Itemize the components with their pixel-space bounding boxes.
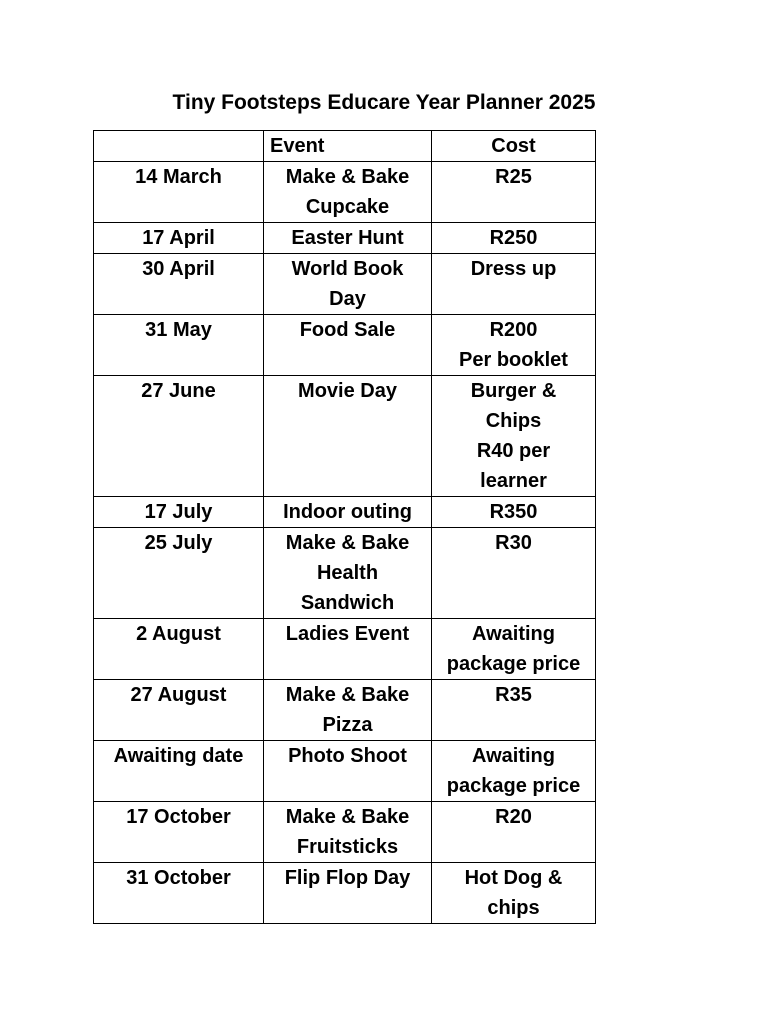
- table-row: [94, 376, 596, 497]
- table-row: [94, 162, 596, 223]
- event-cell: Flip Flop Day: [264, 863, 432, 924]
- date-cell: 27 June: [94, 376, 264, 497]
- table-row: [94, 802, 596, 863]
- date-cell: 17 October: [94, 802, 264, 863]
- cost-cell: R250: [432, 223, 596, 254]
- date-cell: 27 August: [94, 680, 264, 741]
- header-date-cell: [94, 131, 264, 162]
- event-cell: Make & Bake Fruitsticks: [264, 802, 432, 863]
- cost-cell: R25: [432, 162, 596, 223]
- event-cell: Ladies Event: [264, 619, 432, 680]
- cost-cell: R35: [432, 680, 596, 741]
- event-cell: Make & Bake Cupcake: [264, 162, 432, 223]
- header-cost-cell: Cost: [432, 131, 596, 162]
- table-row: [94, 741, 596, 802]
- cost-cell: R20: [432, 802, 596, 863]
- table-row: [94, 680, 596, 741]
- event-cell: Make & Bake Health Sandwich: [264, 528, 432, 619]
- event-cell: Movie Day: [264, 376, 432, 497]
- event-cell: Food Sale: [264, 315, 432, 376]
- cost-cell: Burger & Chips R40 per learner: [432, 376, 596, 497]
- table-row: [94, 254, 596, 315]
- date-cell: 17 July: [94, 497, 264, 528]
- date-cell: Awaiting date: [94, 741, 264, 802]
- date-cell: 30 April: [94, 254, 264, 315]
- table-row: [94, 528, 596, 619]
- date-cell: 31 October: [94, 863, 264, 924]
- cost-cell: R30: [432, 528, 596, 619]
- date-cell: 17 April: [94, 223, 264, 254]
- cost-cell: Awaiting package price: [432, 741, 596, 802]
- event-cell: World Book Day: [264, 254, 432, 315]
- table-row: [94, 223, 596, 254]
- table-header-row: [94, 131, 596, 162]
- cost-cell: Hot Dog & chips: [432, 863, 596, 924]
- cost-cell: R200 Per booklet: [432, 315, 596, 376]
- header-event-cell: Event: [264, 131, 432, 162]
- date-cell: 14 March: [94, 162, 264, 223]
- event-cell: Easter Hunt: [264, 223, 432, 254]
- table-row: [94, 497, 596, 528]
- event-cell: Indoor outing: [264, 497, 432, 528]
- table-row: [94, 619, 596, 680]
- date-cell: 2 August: [94, 619, 264, 680]
- event-cell: Make & Bake Pizza: [264, 680, 432, 741]
- event-cell: Photo Shoot: [264, 741, 432, 802]
- document-title: Tiny Footsteps Educare Year Planner 2025: [172, 91, 596, 114]
- table-row: [94, 315, 596, 376]
- cost-cell: Dress up: [432, 254, 596, 315]
- table-row: [94, 863, 596, 924]
- date-cell: 25 July: [94, 528, 264, 619]
- cost-cell: R350: [432, 497, 596, 528]
- year-planner-table: [93, 130, 596, 924]
- date-cell: 31 May: [94, 315, 264, 376]
- cost-cell: Awaiting package price: [432, 619, 596, 680]
